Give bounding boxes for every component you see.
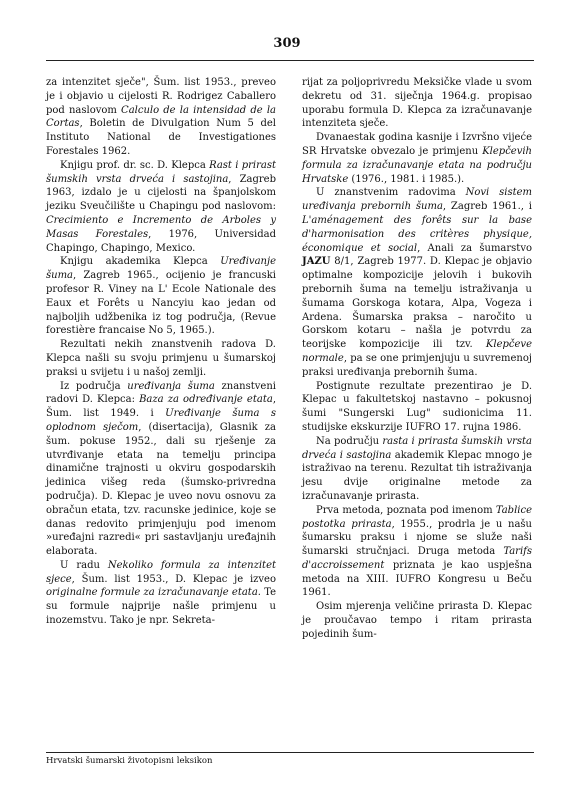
paragraph-4 [46,338,276,379]
text: za intenzitet sječe", Šum. list 1953., preveo je i objavio u cijelosti R. Rodrigez Caballero pod naslovom [46,77,276,116]
book-title: Rast i prirast šumskih vrsta drveća i sastojina [46,159,276,185]
text: U znanstvenim radovima [316,187,466,199]
text: Knjigu prof. dr. sc. D. Klepca [60,159,210,171]
text: Iz područja [60,380,128,392]
text: Rezultati nekih znanstvenih radova D. Klepca našli su svoju primjenu u šumarskoj praksi u svijetu i u našoj zemlji. [46,339,276,378]
paragraph-3 [46,255,276,338]
text: 8/1, Zagreb 1977. D. Klepac je objavio optimalne kompozicije jelovih i bukovih prebornih šuma na temelju istraživanja u šumama Gorskoga kotara, Alpa, Vogeza i Ardena. Šumarska praksa – naročito u Gorskom kotaru – našla je potvrdu za teorijske kompozicije ili tzv. [302,256,532,351]
text: Dvanaestak godina kasnije i Izvršno vijeće SR Hrvatske obvezalo je primjenu [302,132,532,157]
text: (1976., 1981. i 1985.). [348,173,465,185]
text: Knjigu akademika Klepca [60,256,221,268]
work-title: Uređivanje šuma s oplodnom sječom [46,408,276,433]
left-column [46,76,276,628]
text: , 1976, Universidad Chapingo, Chapingo, Mexico. [46,228,276,254]
text: , Boletin de Divulgation Num 5 del Instituto National de Investigationes Forestales 1962. [46,118,276,157]
page-number: 309 [273,36,301,51]
text: , pa se one primjenjuju u suvremenoj praksi uređivanja prebornih šuma. [302,352,532,378]
text: akademik Klepac mnogo je istraživao na terenu. Rezultat tih istraživanja jesu dvije originalne metode za izračunavanje prirasta. [302,449,532,502]
text: , Šum. list 1953., D. Klepac je izveo [71,573,276,585]
emphasis: originalne formule za izračunavanje etata [46,587,258,599]
paragraph-7 [302,600,532,641]
topic-title: rasta i prirasta šumskih vrsta drveća i sastojina [302,435,532,461]
paragraph-1 [302,76,532,131]
work-title: Tarifs d'accroissement [302,546,532,571]
book-title: Calculo de la intensidad de la Cortas [46,104,276,130]
footer-rule [46,752,534,753]
paragraph-3 [302,186,532,379]
paragraph-5 [46,380,276,559]
paragraph-6 [302,504,532,601]
text: priznata je kao uspješna metoda na XIII. IUFRO Kongresu u Beču 1961. [302,559,532,599]
text: , Šum. list 1949. i [46,394,277,420]
paragraph-6 [46,559,276,628]
topic-title: uređivanja šuma [127,380,215,392]
text: , 1955., prodrla je u našu šumarsku praksu i njome se služe naši šumarski stručnjaci. Druga metoda [302,518,532,558]
text: , Anali za šumarstvo [417,242,532,254]
text: Prva metoda, poznata pod imenom [316,504,496,516]
text: , (disertacija), Glasnik za šum. pokuse 1952., dali su rješenje za utvrđivanje etata na temelju principa dinamične trajnosti u okviru gospodarskih jedinica višeg reda (šumsko-privredna područja). D. Klepac je uveo novu osnovu za obračun etata, tzv. racunske jedinice, koje se danas redovito primjenjuju pod imenom »uređajni razredi« pri sastavljanju uređajnih elaborata. [46,421,276,558]
text: znanstveni radovi D. Klepca: [46,380,276,406]
text: Na području [316,435,383,447]
work-title: L'aménagement des forêts sur la base d'harmonisation des critères physique, économique et social [302,214,532,254]
work-title: Nekoliko formula za intenzitet sjece [46,559,277,585]
emphasis: Klepčeve normale [302,339,532,364]
work-title: Baza za određivanje etata [139,394,273,406]
paragraph-2 [302,131,532,186]
text: U radu [60,559,108,571]
paragraph-4 [302,380,532,435]
emphasis: Klepčevih formula za izračunavanje etata na području Hrvatske [302,145,532,185]
text: , Zagreb 1965., ocijenio je francuski profesor R. Viney na L' Ecole Nationale des Eaux et Forêts u Nancyiu kao jedan od najboljih udžbenika iz tog područja, (Revue forestière francaise No 5, 1965.). [46,270,276,337]
text: Osim mjerenja veličine prirasta D. Klepac je proučavao tempo i ritam prirasta pojedinih šum- [302,601,532,640]
book-title: Crecimiento e Incremento de Arboles y Masas Forestales [46,214,276,240]
running-footer: Hrvatski šumarski životopisni leksikon [46,756,213,766]
right-column [302,76,532,642]
text: . Te su formule najprije našle primjenu u inozemstvu. Tako je npr. Sekreta- [46,587,277,627]
book-title: Uređivanje šuma [46,256,276,282]
text: , Zagreb 1961., i [442,201,533,213]
work-title: Novi sistem uređivanja prebornih šuma [302,187,532,213]
acronym: JAZU [302,256,331,268]
text: Postignute rezultate prezentirao je D. Klepac u fakultetskoj nastavno – pokusnoj šumi "Sungerski Lug" sudionicima 11. studijske ekskurzije IUFRO 17. rujna 1986. [302,380,532,433]
header-rule [46,60,534,61]
paragraph-5 [302,435,532,504]
paragraph-2 [46,159,276,256]
text: , Zagreb 1963, izdalo je u cijelosti na španjolskom jeziku Sveučilište u Chapingu pod naslovom: [46,173,276,213]
text: rijat za poljoprivredu Meksičke vlade u svom dekretu od 31. siječnja 1964.g. propisao uporabu formula D. Klepca za izračunavanje intenziteta sječe. [302,77,532,130]
work-title: Tablice postotka prirasta [302,504,532,530]
paragraph-1 [46,76,276,159]
